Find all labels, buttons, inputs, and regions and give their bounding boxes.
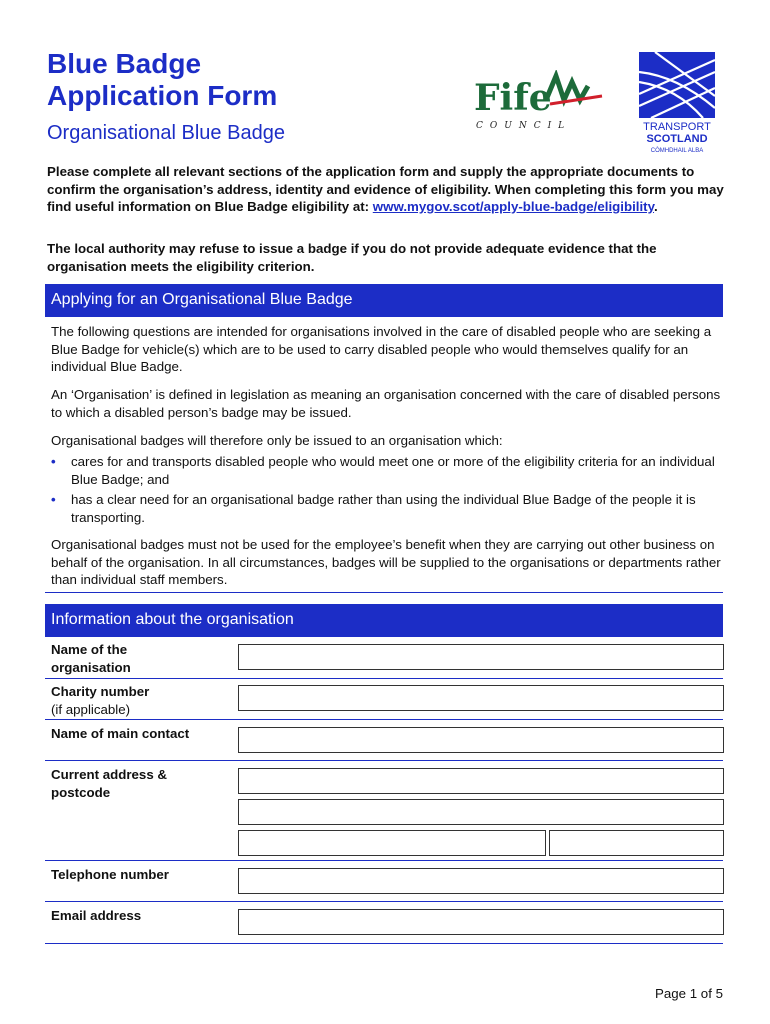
address-line2-field[interactable] xyxy=(238,799,724,825)
address-line3-field[interactable] xyxy=(238,830,546,856)
section1-para2: An ‘Organisation’ is defined in legislation as meaning an organisation concerned with the care of disabled persons to which a disabled person’s badge may be issued. xyxy=(51,387,721,420)
bullet-text: cares for and transports disabled people who would meet one or more of the eligibility criteria for an individual Blue Badge; and xyxy=(71,454,715,487)
page-number: Page 1 of 5 xyxy=(654,986,723,1001)
divider xyxy=(45,860,723,861)
page-subtitle: Organisational Blue Badge xyxy=(47,122,285,144)
intro-text: Please complete all relevant sections of the application form and supply the appropriate documents to confirm the organisation’s address, identity and evidence of eligibility. When completing this form you may find useful information on Blue Badge eligibility at: xyxy=(47,164,724,214)
address-line1-field[interactable] xyxy=(238,768,724,794)
transport-scotland-logo xyxy=(637,52,717,156)
label-main-contact: Name of main contact xyxy=(51,726,190,741)
label-email: Email address xyxy=(51,908,142,923)
bullet-icon: • xyxy=(51,492,56,507)
divider xyxy=(45,592,723,593)
page-title xyxy=(47,48,277,112)
fife-logo-text: Fife xyxy=(474,77,552,119)
ts-logo-line2: SCOTLAND xyxy=(646,133,708,145)
eligibility-link[interactable]: www.mygov.scot/apply-blue-badge/eligibility xyxy=(372,199,655,214)
fife-council-logo xyxy=(472,70,604,132)
section-heading-organisation: Information about the organisation xyxy=(45,604,723,637)
postcode-field[interactable] xyxy=(549,830,724,856)
label-charity-number xyxy=(51,683,149,718)
list-item xyxy=(51,453,721,488)
label-org-name: Name of the organisation xyxy=(51,642,131,675)
list-item xyxy=(51,491,721,526)
section1-para4: Organisational badges must not be used for the employee’s benefit when they are carrying out other business on behalf of the organisation. In all circumstances, badges will be supplied to the organisations or departments rather than individual staff members. xyxy=(51,537,721,587)
main-contact-field[interactable] xyxy=(238,727,724,753)
title-line-2: Application Form xyxy=(47,80,278,111)
intro-paragraph xyxy=(47,163,727,216)
telephone-field[interactable] xyxy=(238,868,724,894)
label-charity-text: Charity number xyxy=(51,684,150,699)
divider xyxy=(45,901,723,902)
title-line-1: Blue Badge xyxy=(47,48,202,79)
divider xyxy=(45,678,723,679)
ts-logo-line1: TRANSPORT xyxy=(643,121,711,133)
divider xyxy=(45,760,723,761)
label-telephone: Telephone number xyxy=(51,867,169,882)
section1-para3: Organisational badges will therefore only be issued to an organisation which: xyxy=(51,433,503,448)
divider xyxy=(45,719,723,720)
section1-para1: The following questions are intended for organisations involved in the care of disabled people who are seeking a Blue Badge for vehicle(s) which are to be used to carry disabled people who would themselves qualify for an individual Blue Badge. xyxy=(51,324,712,374)
ts-logo-line3: CÒMHDHAIL ALBA xyxy=(650,148,704,154)
section-heading-applying: Applying for an Organisational Blue Badge xyxy=(45,284,723,317)
label-charity-sub: (if applicable) xyxy=(51,701,131,717)
email-field[interactable] xyxy=(238,909,724,935)
label-address: Current address & postcode xyxy=(51,767,168,800)
org-name-field[interactable] xyxy=(238,644,724,670)
eligibility-list xyxy=(51,453,721,529)
fife-logo-sub: COUNCIL xyxy=(476,121,572,131)
charity-number-field[interactable] xyxy=(238,685,724,711)
bullet-icon: • xyxy=(51,454,56,469)
intro-link-end: . xyxy=(654,199,658,214)
divider xyxy=(45,943,723,944)
intro-warning: The local authority may refuse to issue a badge if you do not provide adequate evidence that the organisation meets the eligibility criterion. xyxy=(47,241,657,274)
bullet-text: has a clear need for an organisational badge rather than using the individual Blue Badge of the people it is transporting. xyxy=(71,492,696,525)
